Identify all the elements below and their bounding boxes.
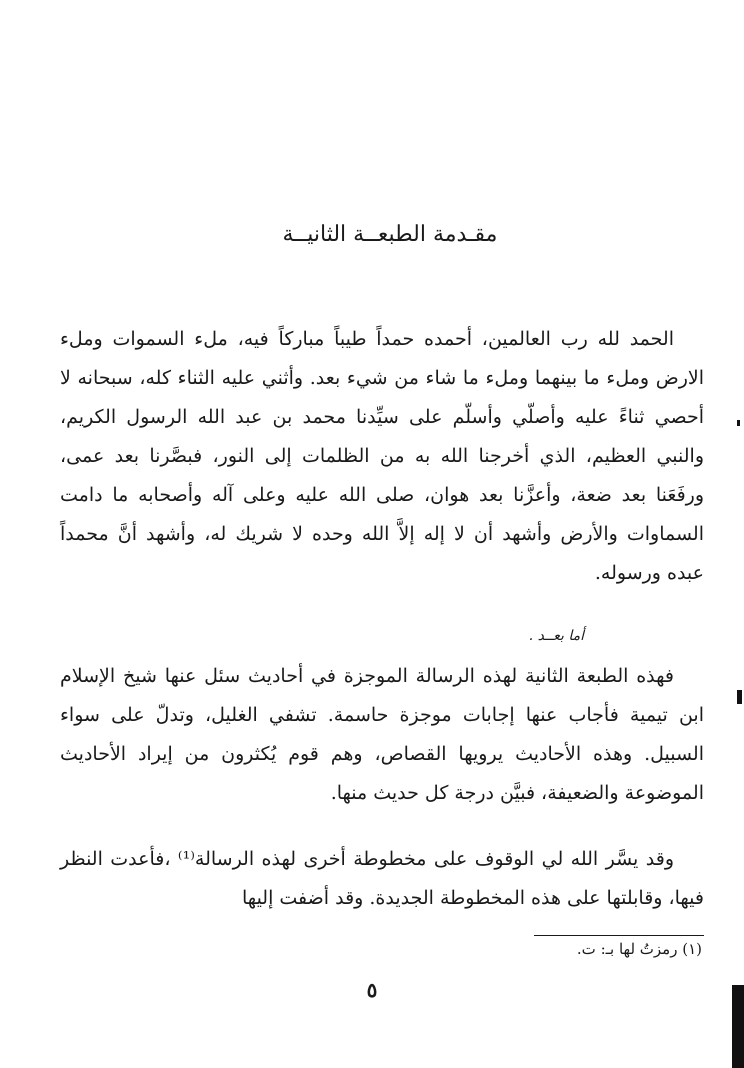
footnote-divider [534,935,704,936]
footnote: (١) رمزتُ لها بـ: ت. [576,940,702,958]
paragraph-praise: الحمد لله رب العالمين، أحمده حمداً طيباً مباركاً فيه، ملء السموات وملء الارض وملء ما بينهما وملء ما شاء من شيء بعد. وأثني عليه الثناء كله، سبحانه لا أحصي ثناءً عليه وأصلّي وأسلّم على سيِّدنا محمد بن عبد الله الرسول الكريم، والنبي العظيم، الذي أخرجنا الله به من الظلمات إلى النور، فبصَّرنا بعد عمى، ورفَعَنا بعد ضعة، وأعزَّنا بعد هوان، صلى الله عليه وعلى آله وأصحابه ما دامت السماوات والأرض وأشهد أن لا إله إلاَّ الله وحده لا شريك له، وأشهد أنَّ محمداً عبده ورسوله. [60,328,704,584]
paragraph-manuscript: وقد يسَّر الله لي الوقوف على مخطوطة أخرى لهذه الرسالة⁽¹⁾ ،فأعدت النظر فيها، وقابلتها على هذه المخطوطة الجديدة. وقد أضفت إليها [60,848,704,909]
scan-edge-dot [737,420,740,426]
second-edition-paragraph [60,657,704,813]
amma-baad-phrase: أما بعــد . [528,628,584,644]
paragraph-second-edition: فهذه الطبعة الثانية لهذه الرسالة الموجزة في أحاديث سئل عنها شيخ الإسلام ابن تيمية فأجاب عنها إجابات موجزة حاسمة. تشفي الغليل، وتدلّ على سواء السبيل. وهذه الأحاديث يرويها القصاص، وهم قوم يُكثرون من إيراد الأحاديث الموضوعة والضعيفة، فبيَّن درجة كل حديث منها. [60,665,704,804]
scan-edge-mark [737,690,742,704]
manuscript-paragraph [60,840,704,918]
page-title: مقـدمة الطبعــة الثانيــة [282,222,498,247]
intro-paragraph [60,320,704,593]
scan-edge-shadow [732,985,744,1068]
page-number: ٥ [366,978,378,1002]
